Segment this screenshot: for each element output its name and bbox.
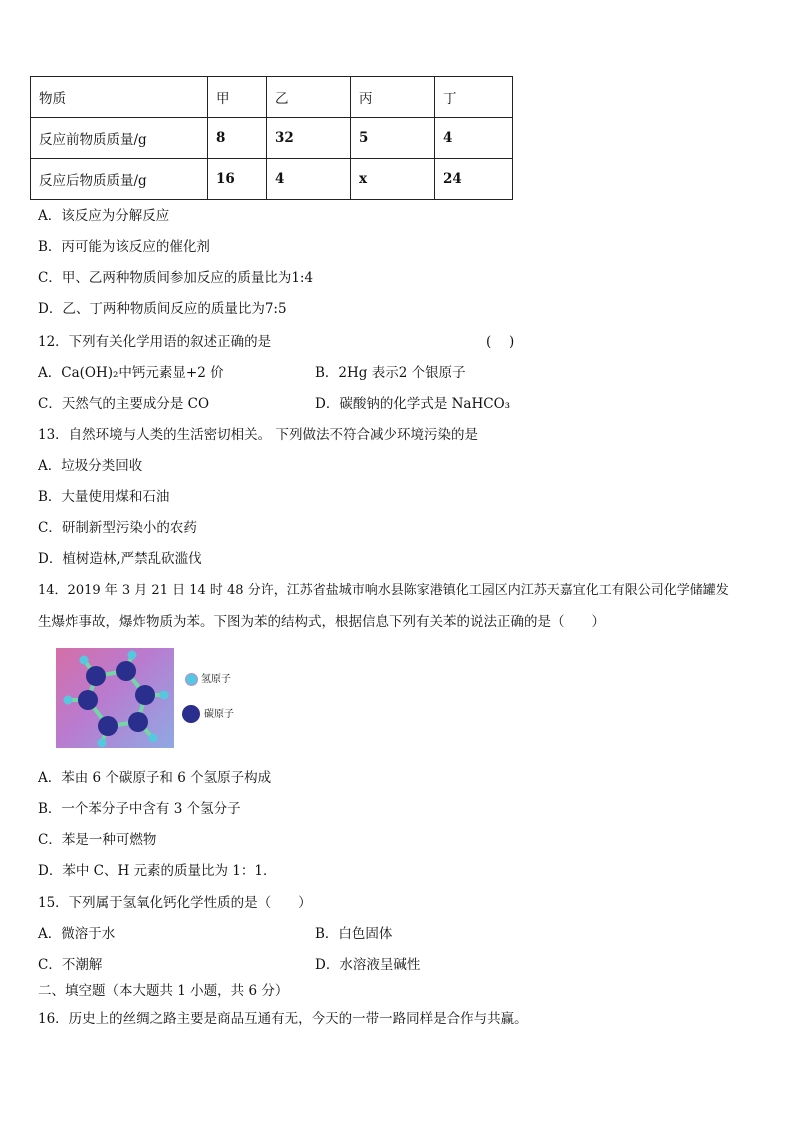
benzene-structure-image [56,648,174,748]
table-header-cell: 丙 [351,77,435,118]
table-cell: 反应后物质质量/g [31,159,208,200]
table-row [31,118,513,159]
section-heading: 二、填空题（本大题共 1 小题，共 6 分） [38,983,289,999]
table-header-cell: 丁 [435,77,513,118]
table-cell: 24 [435,159,513,200]
table-cell: 5 [351,118,435,159]
table-header-cell: 甲 [208,77,267,118]
benzene-molecule-icon [56,648,174,748]
q12-option-a: A．Ca(OH)₂中钙元素显+2 价 [38,365,224,381]
table-cell: 8 [208,118,267,159]
table-header-cell: 物质 [31,77,208,118]
legend-carbon [182,705,234,723]
table-cell: 32 [267,118,351,159]
q15-option-d: D．水溶液呈碱性 [315,957,421,973]
legend-hydrogen [186,670,231,685]
table-cell: 4 [435,118,513,159]
q13-option-c: C．研制新型污染小的农药 [38,520,197,536]
q12-option-d: D．碳酸钠的化学式是 NaHCO₃ [315,396,511,412]
q11-option-b: B．丙可能为该反应的催化剂 [38,239,210,255]
q13-option-b: B．大量使用煤和石油 [38,489,170,505]
q13-stem: 13．自然环境与人类的生活密切相关。 下列做法不符合减少环境污染的是 [38,427,478,443]
table-cell: x [351,159,435,200]
table-row [31,159,513,200]
table-cell: 4 [267,159,351,200]
q13-option-a: A．垃圾分类回收 [38,458,143,474]
q11-option-a: A．该反应为分解反应 [38,208,170,224]
q14-option-b: B．一个苯分子中含有 3 个氢分子 [38,801,241,817]
legend-carbon-label: 碳原子 [204,709,234,720]
table-cell: 反应前物质质量/g [31,118,208,159]
q14-option-d: D．苯中 C、H 元素的质量比为 1：1． [38,863,277,879]
q11-option-c: C．甲、乙两种物质间参加反应的质量比为1:4 [38,270,314,286]
q16-stem: 16．历史上的丝绸之路主要是商品互通有无，今天的一带一路同样是合作与共赢。 [38,1011,528,1027]
q15-option-a: A．微溶于水 [38,926,116,942]
mass-table [30,76,513,200]
table-row [31,77,513,118]
legend-hydrogen-label: 氢原子 [201,674,231,685]
q13-option-d: D．植树造林,严禁乱砍滥伐 [38,551,202,567]
q15-stem: 15．下列属于氢氧化钙化学性质的是（ ） [38,895,312,911]
table-header-cell: 乙 [267,77,351,118]
q12-option-c: C．天然气的主要成分是 CO [38,396,210,412]
q12-stem: 12．下列有关化学用语的叙述正确的是 [38,334,272,350]
q14-stem-line1: 14．2019 年 3 月 21 日 14 时 48 分许，江苏省盐城市响水县陈家港镇化工园区内江苏天嘉宜化工有限公司化学储罐发 [38,583,729,598]
q15-option-b: B．白色固体 [315,926,393,942]
q15-option-c: C．不潮解 [38,957,103,973]
carbon-atom-icon [182,705,200,723]
q14-stem-line2: 生爆炸事故，爆炸物质为苯。下图为苯的结构式，根据信息下列有关苯的说法正确的是（ ） [38,614,605,630]
q14-option-a: A．苯由 6 个碳原子和 6 个氢原子构成 [38,770,272,786]
q12-answer-paren: ( ) [486,334,515,350]
hydrogen-atom-icon [186,674,197,685]
q11-option-d: D．乙、丁两种物质间反应的质量比为7:5 [38,301,287,317]
q12-option-b: B．2Hg 表示2 个银原子 [315,365,466,381]
q14-option-c: C．苯是一种可燃物 [38,832,157,848]
table-cell: 16 [208,159,267,200]
